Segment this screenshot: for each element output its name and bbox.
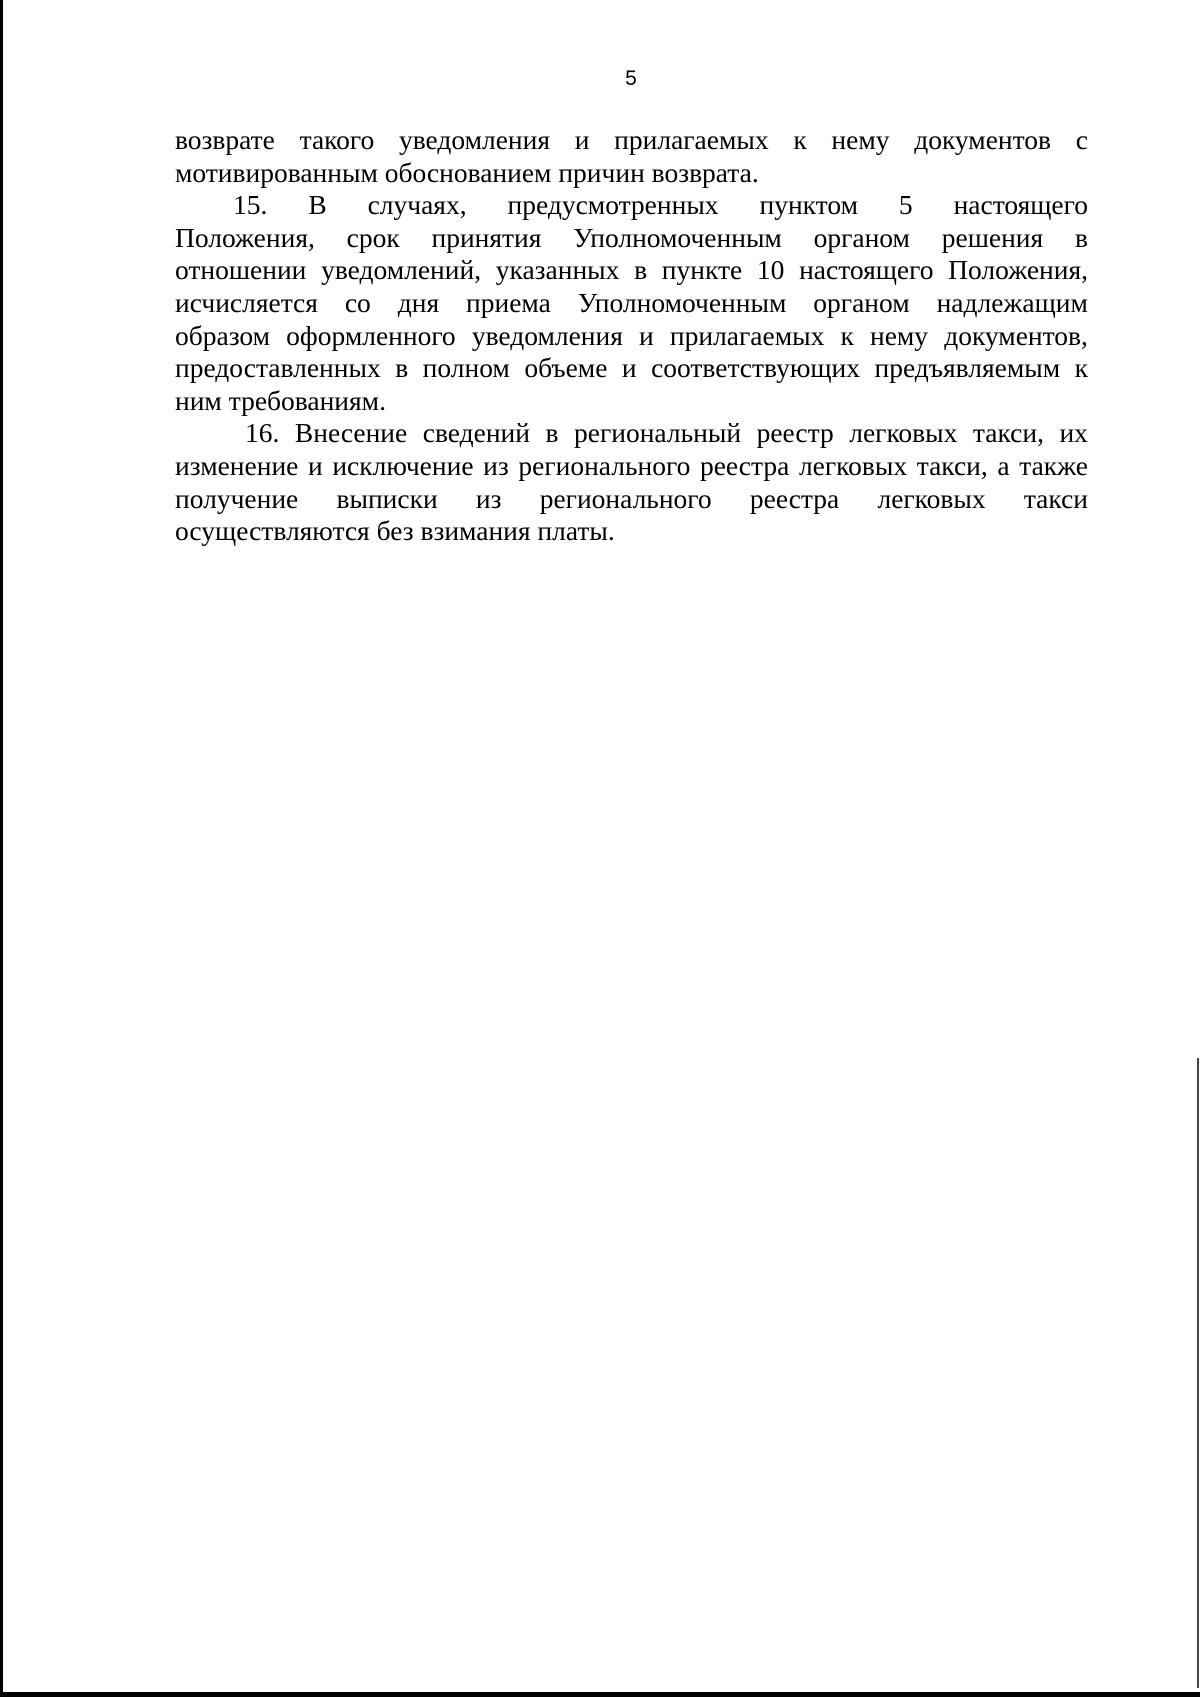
text-line: [175, 222, 1088, 255]
word: в: [634, 254, 648, 286]
word: соответствующих: [651, 352, 861, 384]
word: образом: [175, 319, 271, 351]
text-line: [175, 352, 1088, 385]
word: 5: [898, 189, 913, 221]
word: срок: [346, 221, 400, 253]
word: легковых: [849, 417, 958, 449]
paragraph-15: [175, 189, 1088, 417]
paragraph-number: 15.: [233, 189, 268, 221]
word: и: [639, 319, 654, 351]
word: дня: [397, 286, 440, 318]
word: документов: [914, 124, 1052, 155]
text-line: [175, 287, 1088, 320]
word: такого: [299, 124, 375, 155]
word: Положения,: [948, 254, 1088, 286]
word: полном: [422, 352, 510, 384]
word: отношении: [175, 254, 307, 286]
word: в: [395, 352, 409, 384]
text-line: [175, 320, 1088, 353]
word: документов,: [944, 319, 1088, 351]
word: указанных: [495, 254, 620, 286]
word: в: [1074, 221, 1088, 253]
word: изменение: [175, 449, 299, 481]
text-line: [175, 450, 1088, 483]
word: нему: [869, 319, 929, 351]
word: Внесение: [294, 417, 408, 449]
text-line: [175, 417, 1088, 450]
word: уведомления: [398, 124, 550, 155]
word: реестр: [756, 417, 834, 449]
text-line: [175, 124, 1088, 157]
word: нему: [831, 124, 890, 155]
word: к: [1074, 352, 1088, 384]
word: Уполномоченным: [573, 221, 782, 253]
word: предоставленных: [175, 352, 381, 384]
word: из: [483, 449, 509, 481]
scan-edge-right: [1197, 1058, 1199, 1688]
word: их: [1059, 417, 1088, 449]
word: органом: [813, 221, 910, 253]
word: и: [574, 124, 590, 155]
word: в: [545, 417, 559, 449]
word: В: [308, 189, 327, 221]
word: и: [308, 449, 323, 481]
word: также: [1019, 449, 1088, 481]
word: исключение: [332, 449, 474, 481]
word: прилагаемых: [669, 319, 825, 351]
word: уведомлений,: [321, 254, 482, 286]
word: Положения,: [175, 221, 315, 253]
word: со: [344, 286, 371, 318]
word: настоящего: [953, 189, 1088, 221]
word: объеме: [524, 352, 608, 384]
word: реестра: [699, 449, 790, 481]
paragraph-number: 16.: [245, 417, 280, 449]
document-body: [175, 124, 1088, 548]
word: надлежащим: [936, 286, 1088, 318]
text-line: ним требованиям.: [175, 384, 386, 416]
word: решения: [941, 221, 1044, 253]
word: и: [621, 352, 637, 384]
text-line: мотивированным обоснованием причин возврата.: [175, 156, 759, 188]
word: 10: [756, 254, 785, 286]
word: пункте: [661, 254, 743, 286]
paragraph-continuation: [175, 124, 1088, 189]
word: уведомления: [471, 319, 623, 351]
word: региональный: [574, 417, 742, 449]
word: легковых: [798, 449, 908, 481]
word: случаях,: [367, 189, 467, 221]
word: получение: [175, 482, 299, 514]
word: пунктом: [759, 189, 858, 221]
text-line: [175, 483, 1088, 516]
word: приема: [466, 286, 551, 318]
word: настоящего: [799, 254, 934, 286]
word: Уполномоченным: [577, 286, 787, 318]
paragraph-16: [175, 417, 1088, 547]
word: возврате: [175, 124, 275, 155]
word: такси,: [972, 417, 1044, 449]
page-number: 5: [625, 67, 637, 90]
scan-edge-left: [0, 0, 3, 1697]
word: такси: [1023, 482, 1088, 514]
word: регионального: [539, 482, 712, 514]
word: к: [840, 319, 854, 351]
word: предусмотренных: [507, 189, 719, 221]
word: такси,: [916, 449, 988, 481]
text-line: осуществляются без взимания платы.: [175, 515, 615, 547]
word: легковых: [877, 482, 986, 514]
word: сведений: [422, 417, 530, 449]
text-line: [175, 189, 1088, 222]
word: органом: [813, 286, 910, 318]
word: исчисляется: [175, 286, 318, 318]
word: реестра: [749, 482, 840, 514]
word: а: [997, 449, 1010, 481]
scan-edge-bottom: [0, 1692, 1200, 1697]
word: предъявляемым: [874, 352, 1061, 384]
word: прилагаемых: [614, 124, 769, 155]
word: к: [793, 124, 807, 155]
word: регионального: [518, 449, 691, 481]
word: выписки: [336, 482, 438, 514]
word: из: [475, 482, 502, 514]
text-line: [175, 254, 1088, 287]
word: оформленного: [286, 319, 456, 351]
word: принятия: [431, 221, 542, 253]
word: с: [1075, 124, 1088, 155]
